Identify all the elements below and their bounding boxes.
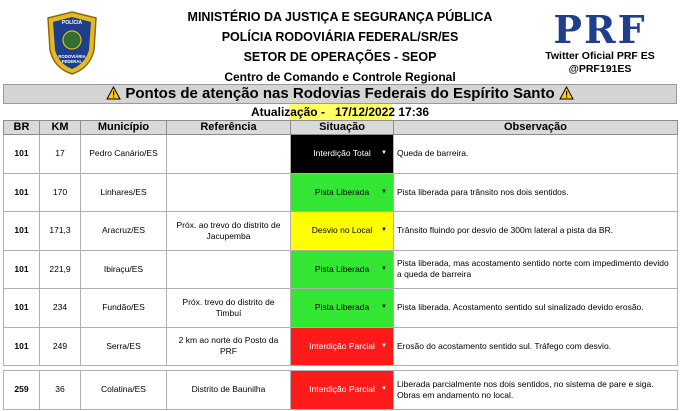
- page-title-bar: [3, 84, 677, 104]
- status-label: Desvio no Local: [311, 225, 373, 236]
- cell-km: 249: [40, 327, 81, 366]
- status-dropdown[interactable]: [291, 212, 393, 250]
- cell-situacao[interactable]: [291, 212, 394, 251]
- cell-br: 101: [4, 135, 40, 174]
- cell-referencia: Próx. trevo do distrito de Timbuí: [167, 289, 291, 328]
- page-title: Pontos de atenção nas Rodovias Federais do Espírito Santo: [125, 85, 555, 102]
- table-row: [4, 371, 678, 410]
- cell-br: 101: [4, 173, 40, 212]
- cell-situacao[interactable]: [291, 135, 394, 174]
- twitter-label: Twitter Oficial PRF ES: [545, 50, 655, 62]
- twitter-handle[interactable]: @PRF191ES: [568, 63, 632, 75]
- cell-observacao: Pista liberada para trânsito nos dois sentidos.: [394, 173, 678, 212]
- cell-situacao[interactable]: [291, 371, 394, 410]
- dropdown-arrow-icon[interactable]: ▼: [381, 342, 387, 349]
- prf-logo: PRF: [553, 7, 647, 52]
- cell-situacao[interactable]: [291, 250, 394, 289]
- cell-observacao: Liberada parcialmente nos dois sentidos, no sistema de pare e siga. Obras em andamento no local.: [394, 371, 678, 410]
- warning-icon: [559, 86, 574, 100]
- prf-branding: [540, 7, 660, 76]
- cell-municipio: Colatina/ES: [81, 371, 167, 410]
- badge-text-2: RODOVIÁRIA: [58, 54, 86, 59]
- warning-icon: [106, 86, 121, 100]
- update-value: 17/12/2022 17:36: [334, 105, 430, 119]
- status-label: Interdição Parcial: [309, 384, 375, 395]
- sector-title: SETOR DE OPERAÇÕES - SEOP: [243, 50, 437, 64]
- table-row: [4, 173, 678, 212]
- status-label: Pista Liberada: [314, 186, 370, 197]
- status-dropdown[interactable]: [291, 251, 393, 289]
- ministry-title: MINISTÉRIO DA JUSTIÇA E SEGURANÇA PÚBLICA: [187, 10, 493, 24]
- col-observacao: Observação: [394, 121, 678, 135]
- status-label: Pista Liberada: [314, 263, 370, 274]
- col-br: BR: [4, 121, 40, 135]
- cell-km: 171,3: [40, 212, 81, 251]
- dropdown-arrow-icon[interactable]: ▼: [381, 265, 387, 272]
- road-status-table: [3, 120, 678, 410]
- cell-km: 234: [40, 289, 81, 328]
- status-label: Pista Liberada: [314, 302, 370, 313]
- col-km: KM: [40, 121, 81, 135]
- cell-municipio: Ibiraçu/ES: [81, 250, 167, 289]
- cell-br: 101: [4, 327, 40, 366]
- dropdown-arrow-icon[interactable]: ▼: [381, 150, 387, 157]
- prf-badge-logo: [44, 10, 100, 76]
- status-dropdown[interactable]: [291, 135, 393, 173]
- status-label: Interdição Total: [313, 148, 371, 159]
- status-dropdown[interactable]: [291, 371, 393, 409]
- organization-block: [170, 7, 510, 87]
- cell-municipio: Serra/ES: [81, 327, 167, 366]
- table-row: [4, 289, 678, 328]
- dropdown-arrow-icon[interactable]: ▼: [381, 386, 387, 393]
- table-row: [4, 250, 678, 289]
- cell-situacao[interactable]: [291, 289, 394, 328]
- badge-text-1: POLÍCIA: [61, 20, 83, 26]
- center-title: Centro de Comando e Controle Regional: [224, 70, 456, 84]
- police-title: POLÍCIA RODOVIÁRIA FEDERAL/SR/ES: [221, 30, 459, 44]
- cell-km: 170: [40, 173, 81, 212]
- cell-observacao: Queda de barreira.: [394, 135, 678, 174]
- cell-observacao: Pista liberada, mas acostamento sentido norte com impedimento devido a queda de barreira: [394, 250, 678, 289]
- cell-km: 36: [40, 371, 81, 410]
- dropdown-arrow-icon[interactable]: ▼: [381, 304, 387, 311]
- cell-referencia: [167, 135, 291, 174]
- status-dropdown[interactable]: [291, 328, 393, 366]
- table-row: [4, 212, 678, 251]
- update-label: Atualização -: [250, 105, 325, 119]
- cell-km: 221,9: [40, 250, 81, 289]
- header: [0, 0, 680, 84]
- cell-br: 259: [4, 371, 40, 410]
- dropdown-arrow-icon[interactable]: ▼: [381, 227, 387, 234]
- cell-br: 101: [4, 289, 40, 328]
- cell-br: 101: [4, 250, 40, 289]
- cell-km: 17: [40, 135, 81, 174]
- cell-referencia: [167, 250, 291, 289]
- cell-referencia: 2 km ao norte do Posto da PRF: [167, 327, 291, 366]
- status-dropdown[interactable]: [291, 289, 393, 327]
- cell-referencia: [167, 173, 291, 212]
- table-row: [4, 327, 678, 366]
- cell-municipio: Aracruz/ES: [81, 212, 167, 251]
- table-header-row: [4, 121, 678, 135]
- cell-referencia: Distrito de Baunilha: [167, 371, 291, 410]
- status-label: Interdição Parcial: [309, 340, 375, 351]
- cell-observacao: Pista liberada. Acostamento sentido sul sinalizado devido erosão.: [394, 289, 678, 328]
- cell-municipio: Pedro Canário/ES: [81, 135, 167, 174]
- cell-observacao: Trânsito fluindo por desvio de 300m lateral a pista da BR.: [394, 212, 678, 251]
- cell-situacao[interactable]: [291, 173, 394, 212]
- dropdown-arrow-icon[interactable]: ▼: [381, 188, 387, 195]
- col-referencia: Referência: [167, 121, 291, 135]
- cell-municipio: Linhares/ES: [81, 173, 167, 212]
- table-row: [4, 135, 678, 174]
- col-situacao: Situação: [291, 121, 394, 135]
- badge-text-3: FEDERAL: [61, 59, 83, 64]
- cell-br: 101: [4, 212, 40, 251]
- col-municipio: Município: [81, 121, 167, 135]
- cell-observacao: Erosão do acostamento sentido sul. Tráfego com desvio.: [394, 327, 678, 366]
- cell-referencia: Próx. ao trevo do distrito de Jacupemba: [167, 212, 291, 251]
- cell-situacao[interactable]: [291, 327, 394, 366]
- update-bar: [3, 104, 677, 120]
- status-dropdown[interactable]: [291, 174, 393, 212]
- cell-municipio: Fundão/ES: [81, 289, 167, 328]
